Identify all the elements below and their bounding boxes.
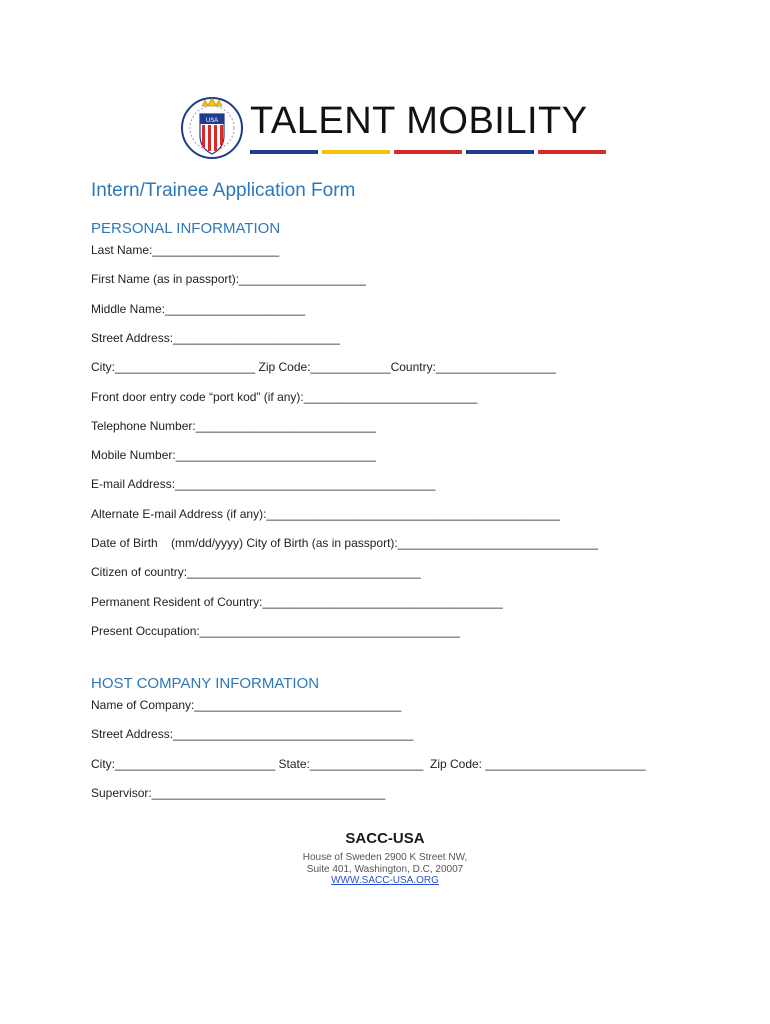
personal-info-field-5[interactable]: City:_____________________ Zip Code:____________Country:__________________ — [91, 360, 557, 375]
stripe-5 — [538, 150, 606, 154]
personal-info-field-9[interactable]: E-mail Address:_______________________________________ — [91, 477, 436, 492]
footer-org-name: SACC-USA — [345, 830, 425, 847]
personal-info-field-13[interactable]: Permanent Resident of Country:____________________________________ — [91, 594, 503, 609]
personal-info-field-1[interactable]: Last Name:___________________ — [91, 243, 280, 257]
host-company-field-2[interactable]: Street Address:____________________________________ — [91, 727, 414, 742]
personal-info-field-10[interactable]: Alternate E-mail Address (if any):____________________________________________ — [91, 506, 561, 521]
host-company-heading: HOST COMPANY INFORMATION — [91, 675, 320, 692]
personal-info-field-11[interactable]: Date of Birth (mm/dd/yyyy) City of Birth (as in passport):______________________________ — [91, 536, 598, 550]
seal-text: USA — [205, 118, 219, 124]
personal-info-field-12[interactable]: Citizen of country:___________________________________ — [91, 565, 421, 580]
personal-info-field-7[interactable]: Telephone Number:___________________________ — [91, 418, 376, 433]
host-company-field-4[interactable]: Supervisor:___________________________________ — [91, 785, 386, 800]
website-link[interactable]: WWW.SACC-USA.ORG — [331, 875, 439, 886]
brand-title: TALENT MOBILITY — [250, 100, 588, 142]
host-company-field-1[interactable]: Name of Company:_______________________________ — [91, 698, 402, 712]
brand-stripes — [250, 150, 610, 154]
personal-info-field-4[interactable]: Street Address:_________________________ — [91, 330, 340, 345]
personal-info-field-14[interactable]: Present Occupation:_______________________________________ — [91, 623, 461, 638]
chamber-seal-icon — [180, 92, 244, 162]
footer-address-line-2: Suite 401, Washington, D.C, 20007 — [306, 864, 464, 875]
header-logo — [180, 92, 600, 162]
stripe-4 — [466, 150, 534, 154]
host-company-field-3[interactable]: City:________________________ State:_________________ Zip Code: ________________________ — [91, 756, 646, 771]
personal-info-field-2[interactable]: First Name (as in passport):___________________ — [91, 272, 366, 287]
personal-info-heading: PERSONAL INFORMATION — [91, 220, 281, 237]
personal-info-field-6[interactable]: Front door entry code “port kod” (if any):__________________________ — [91, 389, 478, 404]
stripe-2 — [322, 150, 390, 154]
footer-address-line-1: House of Sweden 2900 K Street NW, — [302, 852, 468, 863]
form-title: Intern/Trainee Application Form — [91, 180, 356, 201]
stripe-3 — [394, 150, 462, 154]
stripe-1 — [250, 150, 318, 154]
personal-info-field-8[interactable]: Mobile Number:______________________________ — [91, 448, 376, 463]
personal-info-field-3[interactable]: Middle Name:_____________________ — [91, 301, 306, 316]
